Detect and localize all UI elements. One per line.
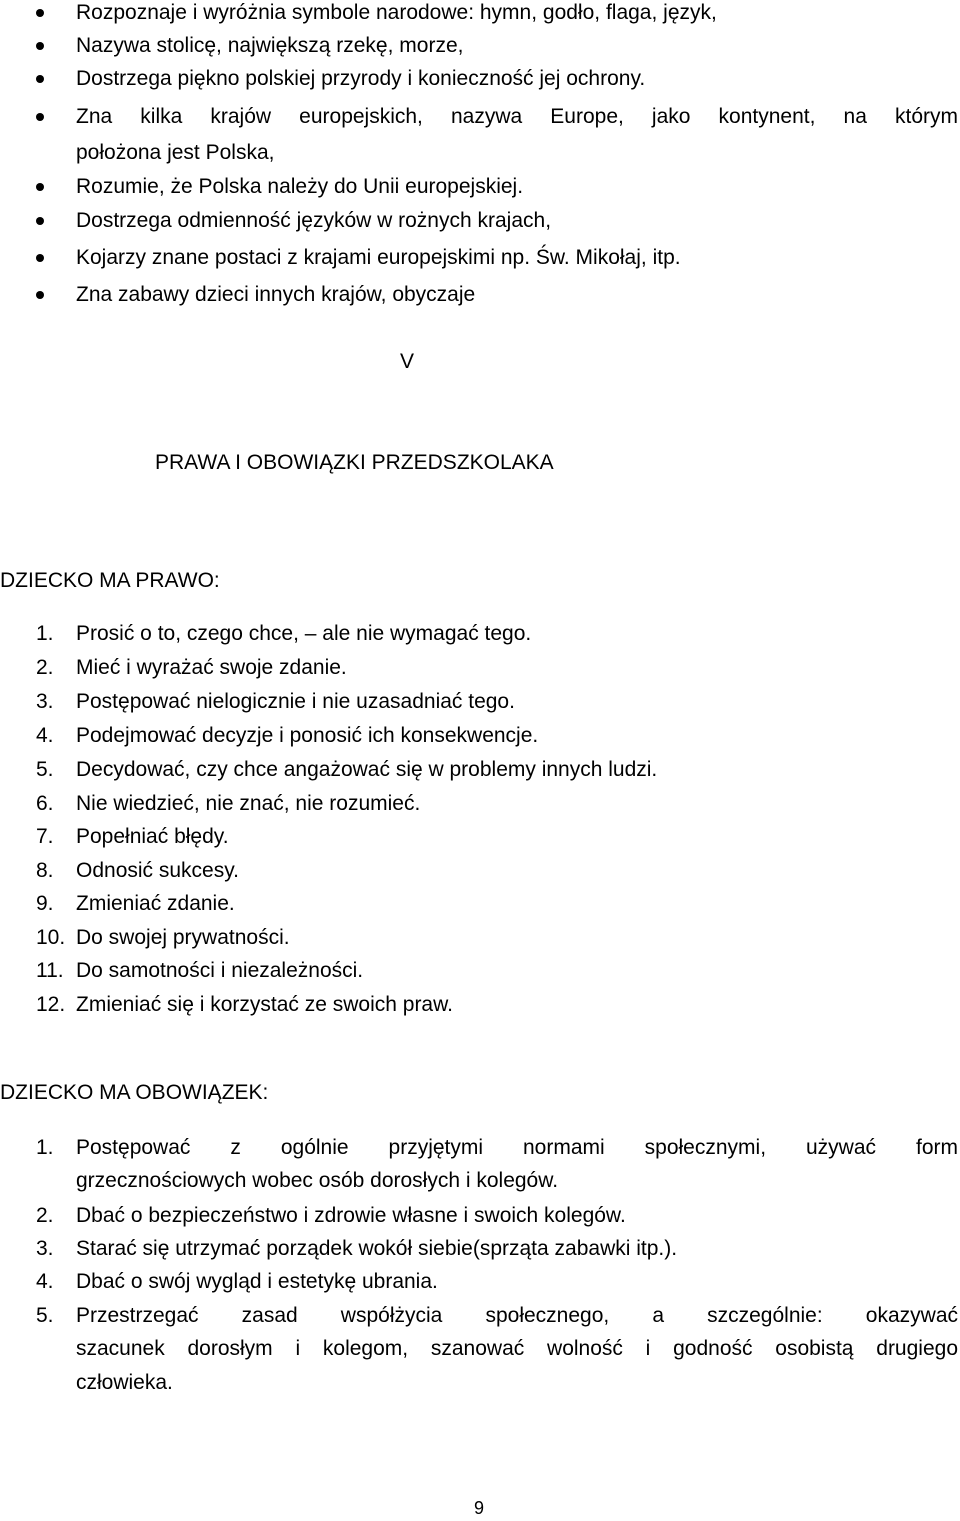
item-number: 5. [36,1304,54,1327]
item-text: Dbać o swój wygląd i estetykę ubrania. [76,1270,438,1293]
item-text: Do samotności i niezależności. [76,959,364,982]
item-text: Podejmować decyzje i ponosić ich konsekwencje. [76,724,539,747]
bullet-item [0,104,960,130]
item-number: 4. [36,1270,54,1293]
item-number: 9. [36,892,54,915]
item-number: 2. [36,1204,54,1227]
bullet-text: Kojarzy znane postaci z krajami europejskimi np. Św. Mikołaj, itp. [76,246,681,269]
bullet-item [0,66,960,92]
item-text: Mieć i wyrażać swoje zdanie. [76,656,347,679]
bullet-dot [36,254,44,262]
section-number: V [400,350,415,373]
rights-heading: DZIECKO MA PRAWO: [0,569,220,592]
bullet-text: Rozumie, że Polska należy do Unii europejskiej. [76,175,524,198]
bullet-item [0,0,960,26]
item-text: grzecznościowych wobec osób dorosłych i kolegów. [76,1169,559,1192]
item-text: Dbać o bezpieczeństwo i zdrowie własne i swoich kolegów. [76,1204,626,1227]
section-title: PRAWA I OBOWIĄZKI PRZEDSZKOLAKA [155,451,554,474]
item-text: Postępować z ogólnie przyjętymi normami społecznymi, używać form [76,1136,958,1159]
item-text: Prosić o to, czego chce, – ale nie wymagać tego. [76,622,532,645]
bullet-item [0,174,960,200]
bullet-text: Dostrzega odmienność języków w rożnych krajach, [76,209,552,232]
item-number: 11. [36,959,64,982]
item-text: Postępować nielogicznie i nie uzasadniać tego. [76,690,515,713]
item-number: 4. [36,724,54,747]
item-number: 3. [36,1237,54,1260]
bullet-item [0,282,960,308]
item-text: człowieka. [76,1371,173,1394]
item-number: 3. [36,690,54,713]
item-text: Decydować, czy chce angażować się w problemy innych ludzi. [76,758,658,781]
item-number: 10. [36,926,66,949]
item-number: 6. [36,792,54,815]
item-number: 7. [36,825,54,848]
item-number: 8. [36,859,54,882]
bullet-dot [36,217,44,225]
item-number: 12. [36,993,66,1016]
bullet-dot [36,291,44,299]
item-number: 5. [36,758,54,781]
item-number: 1. [36,622,54,645]
bullet-dot [36,183,44,191]
bullet-item [0,208,960,234]
item-text: Przestrzegać zasad współżycia społecznego, a szczególnie: okazywać [76,1304,958,1327]
item-text: szacunek dorosłym i kolegom, szanować wolność i godność osobistą drugiego [76,1337,958,1360]
item-text: Popełniać błędy. [76,825,229,848]
bullet-item [0,33,960,59]
bullet-text: Nazywa stolicę, największą rzekę, morze, [76,34,464,57]
bullet-text: Dostrzega piękno polskiej przyrody i konieczność jej ochrony. [76,67,646,90]
item-text: Nie wiedzieć, nie znać, nie rozumieć. [76,792,421,815]
bullet-text: Rozpoznaje i wyróżnia symbole narodowe: hymn, godło, flaga, język, [76,1,717,24]
bullet-dot [36,42,44,50]
item-text: Zmieniać zdanie. [76,892,235,915]
item-text: Zmieniać się i korzystać ze swoich praw. [76,993,453,1016]
item-text: Do swojej prywatności. [76,926,290,949]
item-text: Starać się utrzymać porządek wokół siebie(sprząta zabawki itp.). [76,1237,678,1260]
item-number: 2. [36,656,54,679]
bullet-text: Zna kilka krajów europejskich, nazywa Europe, jako kontynent, na którym [76,105,958,128]
bullet-dot [36,75,44,83]
item-number: 1. [36,1136,54,1159]
bullet-text: Zna zabawy dzieci innych krajów, obyczaje [76,283,476,306]
bullet-dot [36,9,44,17]
bullet-continuation [0,140,960,166]
bullet-text: położona jest Polska, [76,141,275,164]
bullet-item [0,245,960,271]
duties-heading: DZIECKO MA OBOWIĄZEK: [0,1081,269,1104]
page-number: 9 [474,1498,485,1518]
bullet-dot [36,113,44,121]
item-text: Odnosić sukcesy. [76,859,240,882]
